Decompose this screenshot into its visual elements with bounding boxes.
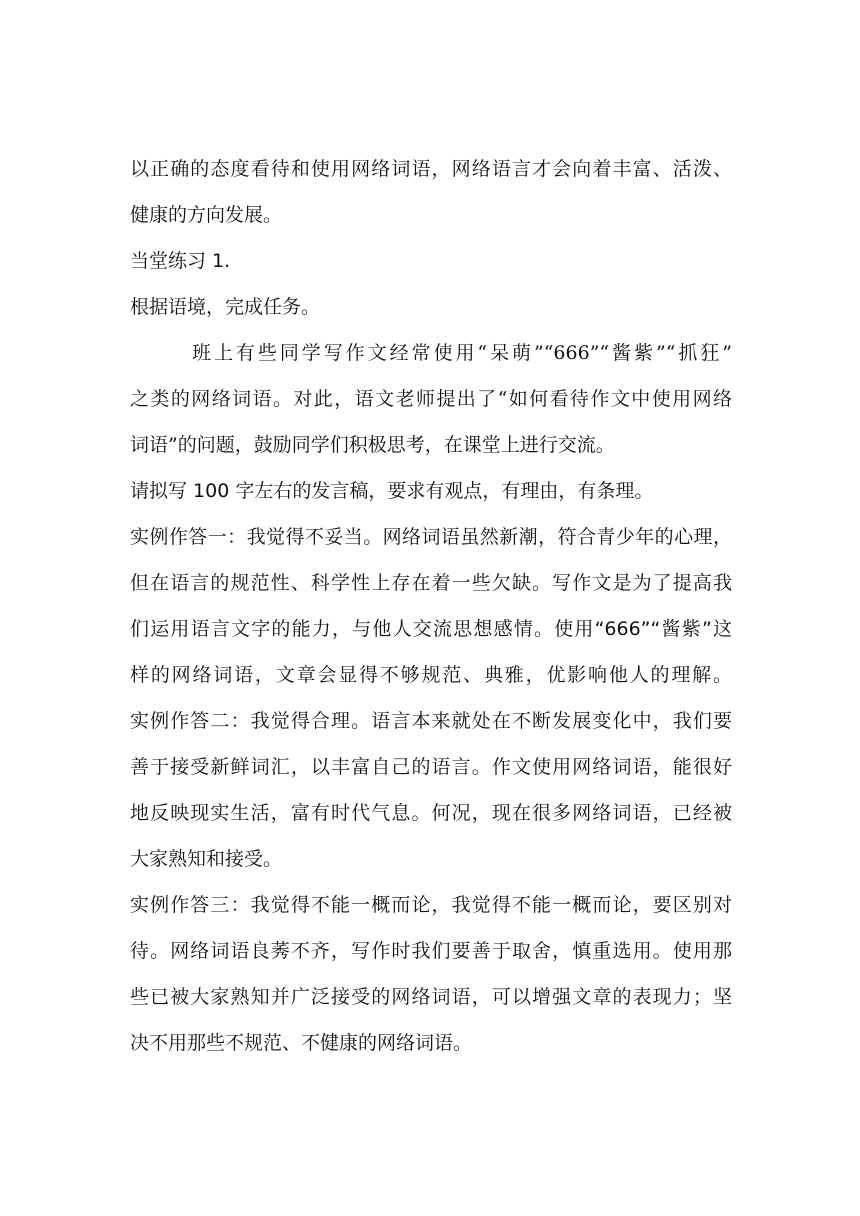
answer-line: 但在语言的规范性、科学性上存在着一些欠缺。写作文是为了提高我 bbox=[130, 572, 732, 594]
context-line: 班上有些同学写作文经常使用“呆萌”“666”“酱紫”“抓狂” bbox=[192, 342, 732, 364]
task-requirement: 请拟写 100 字左右的发言稿，要求有观点，有理由，有条理。 bbox=[130, 480, 654, 502]
paragraph-line: 健康的方向发展。 bbox=[130, 204, 283, 226]
answer-line: 些已被大家熟知并广泛接受的网络词语，可以增强文章的表现力；坚 bbox=[130, 986, 732, 1008]
answer-line: 们运用语言文字的能力，与他人交流思想感情。使用“666”“酱紫”这 bbox=[130, 618, 732, 640]
task-instruction: 根据语境，完成任务。 bbox=[130, 296, 321, 318]
answer-line: 实例作答二：我觉得合理。语言本来就处在不断发展变化中，我们要 bbox=[130, 710, 732, 732]
document-body bbox=[130, 146, 732, 1066]
context-line: 之类的网络词语。对此，语文老师提出了“如何看待作文中使用网络 bbox=[130, 388, 732, 410]
answer-line: 实例作答一：我觉得不妥当。网络词语虽然新潮，符合青少年的心理， bbox=[130, 526, 732, 548]
answer-line: 决不用那些不规范、不健康的网络词语。 bbox=[130, 1032, 473, 1054]
context-line: 词语”的问题，鼓励同学们积极思考，在课堂上进行交流。 bbox=[130, 434, 615, 456]
answer-line: 地反映现实生活，富有时代气息。何况，现在很多网络词语，已经被 bbox=[130, 802, 732, 824]
answer-line: 大家熟知和接受。 bbox=[130, 848, 283, 870]
section-heading: 当堂练习 1. bbox=[130, 250, 231, 272]
answer-line: 待。网络词语良莠不齐，写作时我们要善于取舍，慎重选用。使用那 bbox=[130, 940, 732, 962]
answer-line: 样的网络词语，文章会显得不够规范、典雅，优影响他人的理解。 bbox=[130, 664, 732, 686]
answer-line: 实例作答三：我觉得不能一概而论，我觉得不能一概而论，要区别对 bbox=[130, 894, 732, 916]
paragraph-line: 以正确的态度看待和使用网络词语，网络语言才会向着丰富、活泼、 bbox=[130, 158, 732, 180]
answer-line: 善于接受新鲜词汇，以丰富自己的语言。作文使用网络词语，能很好 bbox=[130, 756, 732, 778]
